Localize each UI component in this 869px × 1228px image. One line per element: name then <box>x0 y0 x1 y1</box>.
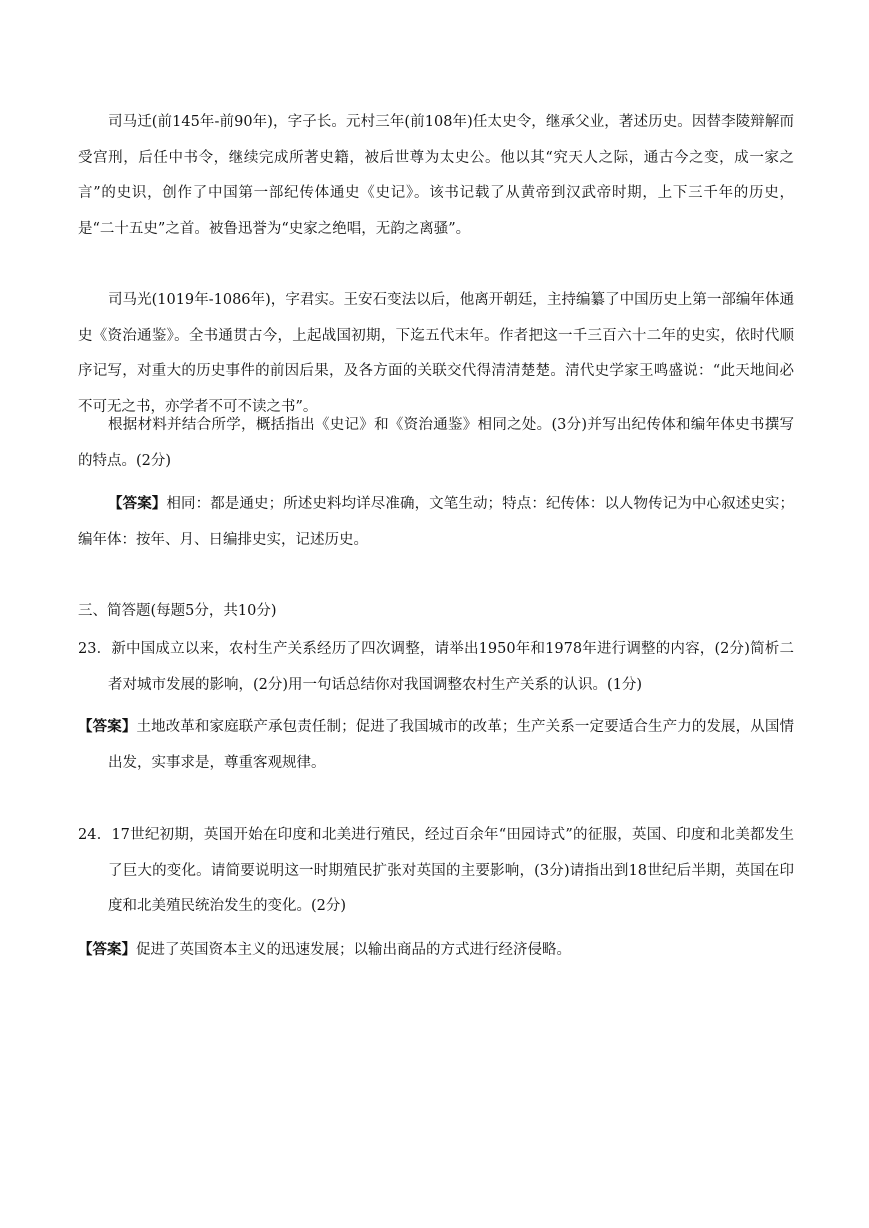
passage-sima-qian: 司马迁(前145年-前90年)，字子长。元村三年(前108年)任太史令，继承父业，著述历史。因替李陵辩解而受宫刑，后任中书令，继续完成所著史籍，被后世尊为太史公。他以其“究天人之际，通古今之变，成一家之言”的史识，创作了中国第一部纪传体通史《史记》。该书记载了从黄帝到汉武帝时期，上下三千年的历史，是“二十五史”之首。被鲁迅誉为“史家之绝唱，无韵之离骚”。 <box>78 114 794 237</box>
answer-23 <box>78 709 794 781</box>
answer-24 <box>78 932 794 968</box>
answer-22-text: 相同：都是通史；所述史料均详尽准确，文笔生动；特点：纪传体：以人物传记为中心叙述史实；编年体：按年、月、日编排史实，记述历史。 <box>78 496 795 548</box>
answer-label: 【答案】 <box>78 718 137 735</box>
answer-23-text: 土地改革和家庭联产承包责任制；促进了我国城市的改革；生产关系一定要适合生产力的发展，从国情出发，实事求是，尊重客观规律。 <box>108 719 795 771</box>
answer-22 <box>78 486 794 558</box>
question-23: 23．新中国成立以来，农村生产关系经历了四次调整，请举出1950年和1978年进行调整的内容，(2分)简析二者对城市发展的影响，(2分)用一句话总结你对我国调整农村生产关系的认识。(1分) <box>78 641 794 693</box>
passage-sima-guang: 司马光(1019年-1086年)，字君实。王安石变法以后，他离开朝廷，主持编纂了中国历史上第一部编年体通史《资治通鉴》。全书通贯古今，上起战国初期，下迄五代末年。作者把这一千三百六十二年的史实，依时代顺序记写，对重大的历史事件的前因后果，及各方面的关联交代得清清楚楚。清代史学家王鸣盛说：“此天地间必不可无之书，亦学者不可不读之书”。 <box>78 292 794 415</box>
answer-24-text: 促进了英国资本主义的迅速发展；以输出商品的方式进行经济侵略。 <box>136 942 571 958</box>
section-3-heading: 三、简答题(每题5分，共10分) <box>78 603 277 619</box>
question-22-prompt: 根据材料并结合所学，概括指出《史记》和《资治通鉴》相同之处。(3分)并写出纪传体和编年体史书撰写的特点。(2分) <box>78 417 794 469</box>
question-24: 24．17世纪初期，英国开始在印度和北美进行殖民，经过百余年“田园诗式”的征服，英国、印度和北美都发生了巨大的变化。请简要说明这一时期殖民扩张对英国的主要影响，(3分)请指出到18世纪后半期，英国在印度和北美殖民统治发生的变化。(2分) <box>78 827 794 914</box>
answer-label: 【答案】 <box>108 495 167 512</box>
answer-label: 【答案】 <box>78 941 136 958</box>
